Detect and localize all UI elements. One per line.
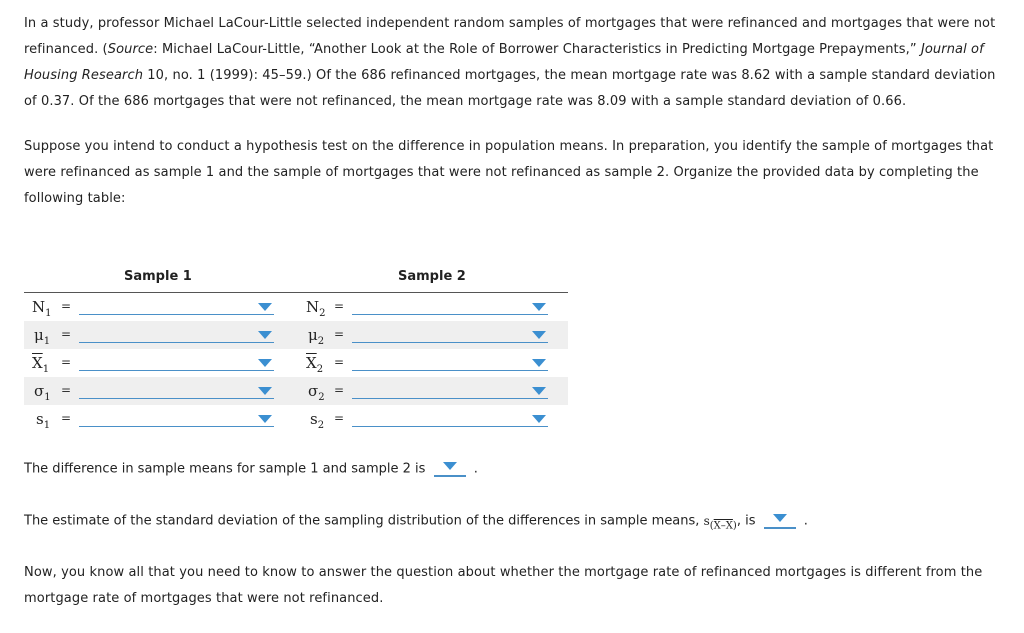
sigma2-symbol: $\sigma_2$ (308, 382, 325, 403)
equals-sign: = (61, 411, 72, 425)
mu2-symbol: $\mu_2$ (308, 326, 325, 347)
question-difference-text: The difference in sample means for sample 1 and sample 2 is (24, 461, 426, 477)
problem-instructions: Suppose you intend to conduct a hypothesis test on the difference in population means. In preparation, you identify the sample of mortgages that were refinanced as sample 1 and the sample of mortgages that were not refinanced as sample 2. Organize the provided data by completing the following table: (24, 139, 994, 206)
equals-sign: = (61, 327, 72, 341)
intro-data: 10, no. 1 (1999): 45–59.) Of the 686 refinanced mortgages, the mean mortgage rate was 8.62 with a sample standard deviation of 0.37. Of the 686 mortgages that were not refinanced, the mean mortgage rate was 8.09 with a sample standard deviation of 0.66. (24, 68, 996, 109)
table-row-xbar (24, 349, 568, 377)
n1-dropdown[interactable] (79, 297, 274, 315)
problem-intro (24, 11, 999, 115)
caret-down-icon (258, 415, 272, 423)
s2-symbol: $s_2$ (310, 410, 325, 431)
question-standard-error (24, 513, 808, 531)
question-standard-error-text: The estimate of the standard deviation of the sampling distribution of the differences in sample means, (24, 513, 700, 529)
header-sample-2: Sample 2 (398, 269, 466, 284)
n1-symbol: $N_1$ (32, 298, 52, 319)
caret-down-icon (258, 331, 272, 339)
caret-down-icon (532, 387, 546, 395)
source-label: Source (107, 42, 154, 57)
table-row-s (24, 405, 568, 433)
caret-down-icon (258, 387, 272, 395)
n2-symbol: $N_2$ (306, 298, 326, 319)
caret-down-icon (258, 359, 272, 367)
sigma2-dropdown[interactable] (352, 381, 548, 399)
s2-dropdown[interactable] (352, 409, 548, 427)
xbar2-symbol: $\overline{X}_2$ (306, 354, 324, 375)
equals-sign: = (61, 299, 72, 313)
equals-sign: = (334, 299, 345, 313)
caret-down-icon (773, 514, 787, 522)
equals-sign: = (61, 355, 72, 369)
s1-symbol: $s_1$ (36, 410, 51, 431)
equals-sign: = (334, 327, 345, 341)
n2-dropdown[interactable] (352, 297, 548, 315)
caret-down-icon (443, 462, 457, 470)
mu1-dropdown[interactable] (79, 325, 274, 343)
data-table (24, 262, 568, 433)
period: . (803, 513, 808, 529)
difference-dropdown[interactable] (434, 461, 466, 477)
caret-down-icon (532, 415, 546, 423)
question-difference (24, 461, 478, 477)
caret-down-icon (532, 303, 546, 311)
table-row-sigma (24, 377, 568, 405)
xbar1-dropdown[interactable] (79, 353, 274, 371)
s-xbar-diff-symbol: $s_{(X-X)}$ (703, 513, 737, 531)
table-header (24, 262, 568, 293)
equals-sign: = (61, 383, 72, 397)
table-row-n (24, 293, 568, 321)
journal-title: Journal of Housing Research (24, 42, 984, 83)
caret-down-icon (532, 359, 546, 367)
intro-text: In a study, professor Michael LaCour-Little selected independent random samples of mortgages that were refinanced and mortgages that were not refinanced. ( (24, 16, 996, 57)
table-row-mu (24, 321, 568, 349)
equals-sign: = (334, 383, 345, 397)
sigma1-symbol: $\sigma_1$ (34, 382, 51, 403)
header-sample-1: Sample 1 (124, 269, 192, 284)
xbar1-symbol: $\overline{X}_1$ (32, 354, 50, 375)
is-text: , is (736, 513, 756, 529)
xbar2-dropdown[interactable] (352, 353, 548, 371)
intro-citation: : Michael LaCour-Little, “Another Look at the Role of Borrower Characteristics in Predicting Mortgage Prepayments,” (153, 42, 921, 57)
caret-down-icon (532, 331, 546, 339)
sigma1-dropdown[interactable] (79, 381, 274, 399)
standard-error-dropdown[interactable] (764, 513, 796, 529)
closing-text: Now, you know all that you need to know to answer the question about whether the mortgage rate of refinanced mortgages is different from the mortgage rate of mortgages that were not refinanced. (24, 565, 983, 606)
caret-down-icon (258, 303, 272, 311)
mu1-symbol: $\mu_1$ (34, 326, 51, 347)
s1-dropdown[interactable] (79, 409, 274, 427)
equals-sign: = (334, 355, 345, 369)
equals-sign: = (334, 411, 345, 425)
mu2-dropdown[interactable] (352, 325, 548, 343)
period: . (473, 461, 478, 477)
